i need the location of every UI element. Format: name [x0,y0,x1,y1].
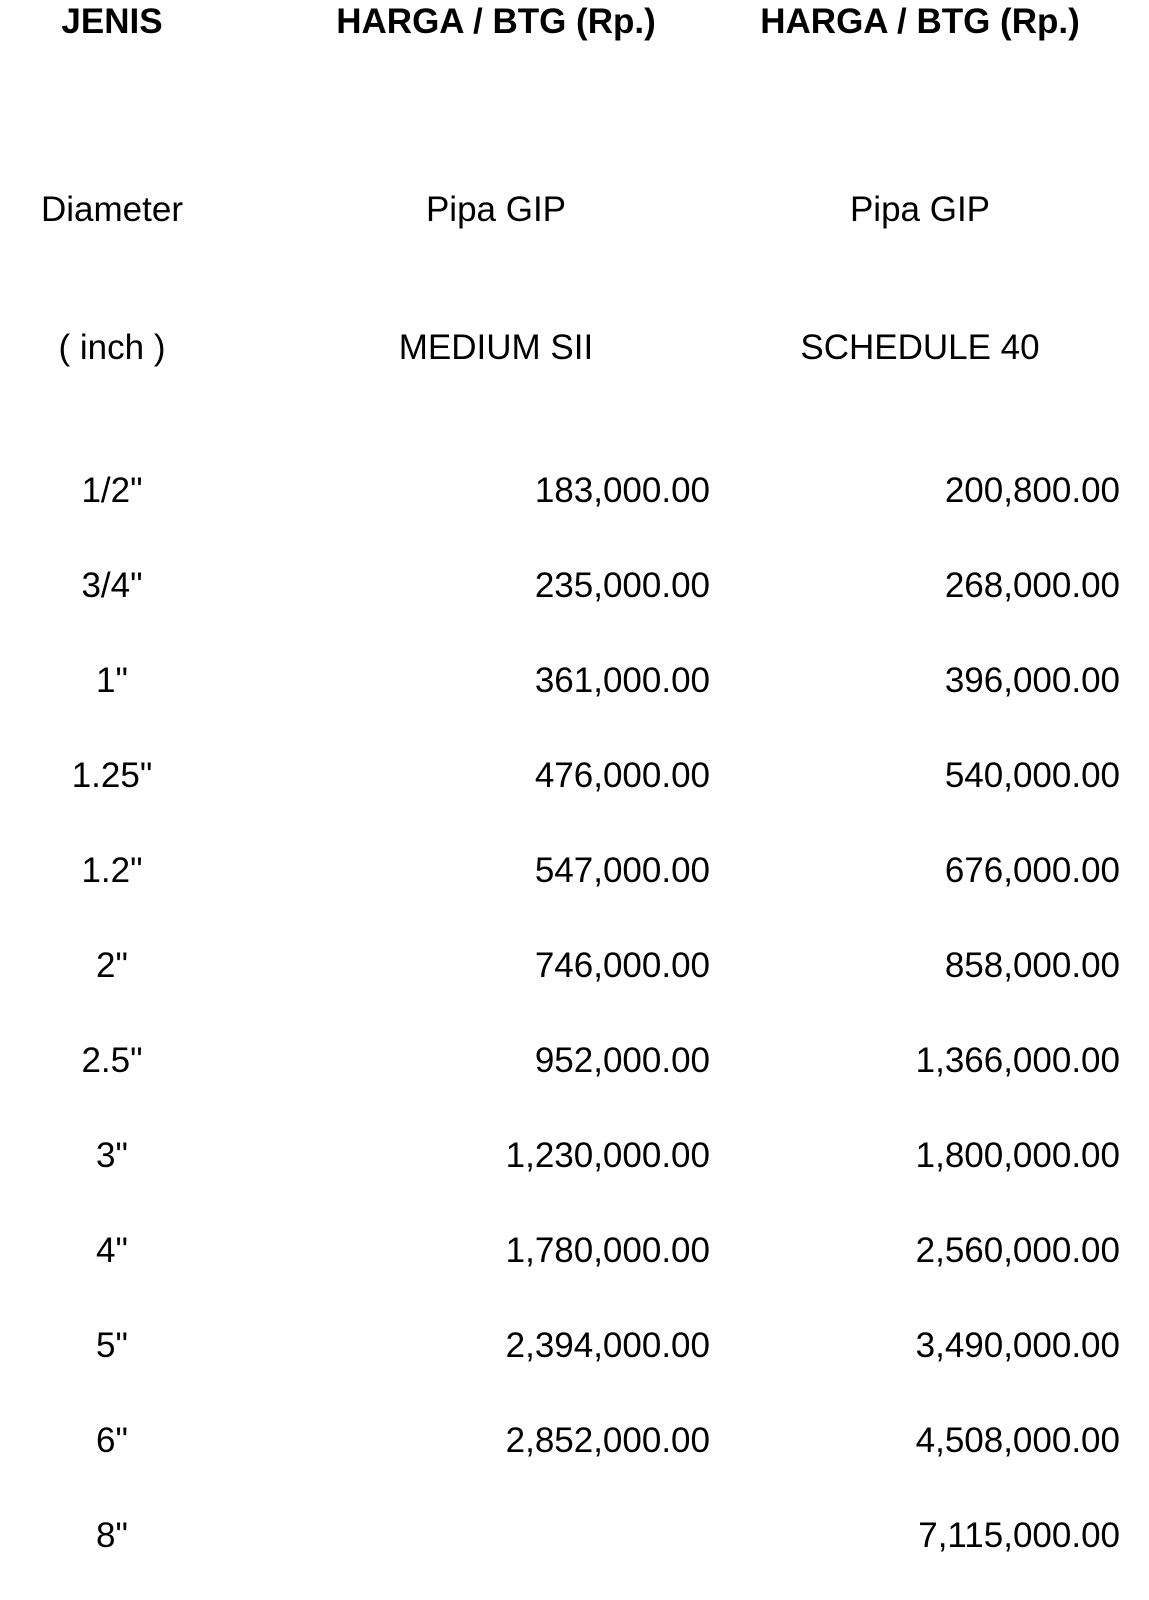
row-price-schedule: 396,000.00 [944,661,1120,700]
row-size: 1" [96,661,128,700]
row-price-medium: 361,000.00 [534,661,710,700]
header-jenis: JENIS [61,2,163,41]
row-size: 4" [96,1231,128,1270]
row-price-schedule: 1,800,000.00 [915,1136,1120,1175]
row-size: 6" [96,1421,128,1460]
row-price-schedule: 540,000.00 [944,756,1120,795]
row-price-medium: 746,000.00 [534,946,710,985]
row-price-schedule: 7,115,000.00 [918,1516,1120,1555]
row-price-schedule: 1,366,000.00 [915,1041,1120,1080]
header-harga-schedule: HARGA / BTG (Rp.) [760,2,1080,41]
subheader-schedule-40: SCHEDULE 40 [800,328,1040,367]
row-price-medium: 1,780,000.00 [505,1231,710,1270]
row-size: 3" [96,1136,128,1175]
row-price-schedule: 676,000.00 [944,851,1120,890]
row-price-medium: 235,000.00 [534,566,710,605]
row-size: 5" [96,1326,128,1365]
subheader-pipa-gip-medium: Pipa GIP [425,190,567,229]
row-price-schedule: 4,508,000.00 [915,1421,1120,1460]
row-price-schedule: 268,000.00 [944,566,1120,605]
row-price-medium: 2,394,000.00 [505,1326,710,1365]
subheader-inch: ( inch ) [58,328,166,367]
row-size: 2.5" [81,1041,143,1080]
row-price-medium: 952,000.00 [534,1041,710,1080]
row-price-medium: 2,852,000.00 [505,1421,710,1460]
subheader-diameter: Diameter [41,190,183,229]
row-size: 3/4" [81,566,143,605]
row-size: 8" [96,1516,128,1555]
row-size: 2" [96,946,128,985]
row-price-schedule: 858,000.00 [944,946,1120,985]
row-price-medium: 183,000.00 [534,471,710,510]
subheader-pipa-gip-schedule: Pipa GIP [849,190,991,229]
row-price-medium: 1,230,000.00 [505,1136,710,1175]
row-size: 1.25" [71,756,153,795]
row-price-medium: 547,000.00 [534,851,710,890]
row-price-schedule: 2,560,000.00 [915,1231,1120,1270]
row-price-medium: 476,000.00 [534,756,710,795]
row-size: 1/2" [81,471,143,510]
subheader-medium-sii: MEDIUM SII [398,328,594,367]
header-harga-medium: HARGA / BTG (Rp.) [336,2,656,41]
row-size: 1.2" [81,851,143,890]
row-price-schedule: 200,800.00 [944,471,1120,510]
row-price-schedule: 3,490,000.00 [915,1326,1120,1365]
